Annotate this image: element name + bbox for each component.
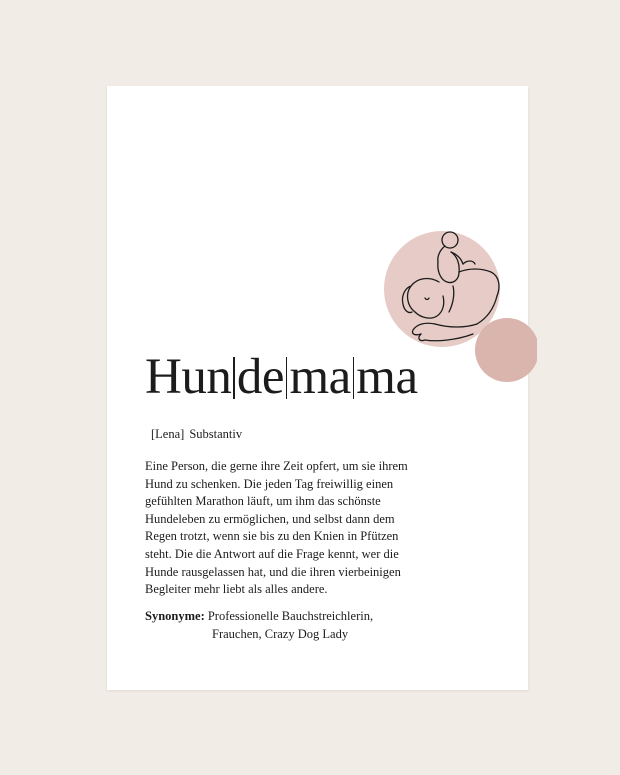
syllable: ma <box>356 349 418 405</box>
syllable-divider <box>286 357 288 399</box>
definition-line: gefühlten Marathon läuft, um ihm das schönste <box>145 494 381 509</box>
personal-name: [Lena] <box>151 427 185 441</box>
synonyms-label: Synonyme: <box>145 609 205 623</box>
definition-line: Hund zu schenken. Die jeden Tag freiwillig einen <box>145 476 394 491</box>
definition-line: Eine Person, die gerne ihre Zeit opfert, um sie ihrem <box>145 459 408 473</box>
syllable: Hun <box>145 349 232 405</box>
definition-line: Hundeleben zu ermöglichen, und selbst dann dem <box>145 511 395 526</box>
definition-line: Hunde rausgelassen hat, und die ihren vierbeinigen <box>145 564 401 579</box>
syllable: ma <box>289 349 351 405</box>
synonyms-first-row <box>145 608 445 626</box>
headword <box>145 349 418 405</box>
word-class: Substantiv <box>189 427 243 441</box>
synonyms-line: Frauchen, Crazy Dog Lady <box>212 626 349 641</box>
syllable-divider <box>353 357 355 399</box>
poster-card <box>107 86 528 690</box>
synonyms-line: Professionelle Bauchstreichlerin, <box>207 609 374 623</box>
definition-line: Begleiter mehr liebt als alles andere. <box>145 582 328 597</box>
definition-line: Regen trotzt, wenn sie bis zu den Knien in Pfützen <box>145 529 399 544</box>
synonyms-block <box>145 608 445 643</box>
definition-line: steht. Die die Antwort auf die Frage kennt, wer die <box>145 546 399 561</box>
definition-text <box>145 458 445 599</box>
syllable-divider <box>233 357 235 399</box>
syllable: de <box>236 349 284 405</box>
part-of-speech <box>151 427 242 442</box>
